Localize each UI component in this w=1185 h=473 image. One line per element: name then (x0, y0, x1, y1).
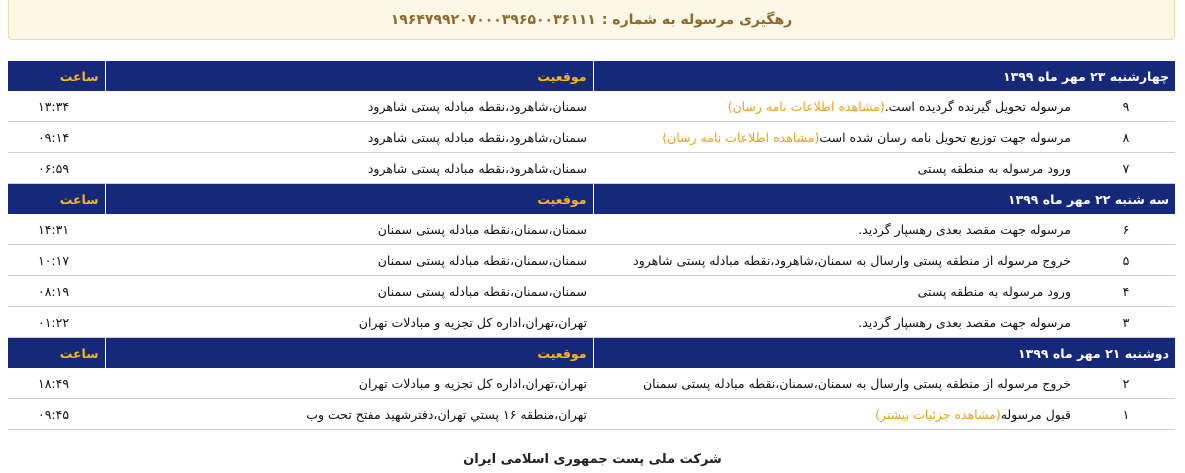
day-header-row (8, 338, 1175, 369)
day-date: چهارشنبه ۲۳ مهر ماه ۱۳۹۹ (593, 61, 1175, 91)
table-row (8, 214, 1175, 245)
event-sequence: ۷ (1077, 153, 1175, 184)
day-header-row (8, 184, 1175, 215)
tracking-number: ۱۹۶۴۷۹۹۲۰۷۰۰۰۳۹۶۵۰۰۳۶۱۱۱ (390, 11, 596, 28)
footer-text: شرکت ملی پست جمهوری اسلامی ایران (463, 452, 722, 467)
event-location: تهران،تهران،اداره کل تجزیه و مبادلات تهران (105, 368, 593, 399)
event-description-cell (593, 307, 1077, 338)
event-sequence: ۲ (1077, 368, 1175, 399)
event-description: مرسوله جهت توزیع تحویل نامه رسان شده است (819, 129, 1071, 145)
event-time: ۱۰:۱۷ (8, 245, 105, 276)
event-description-cell (593, 276, 1077, 307)
time-column-header: ساعت (8, 61, 105, 91)
day-date: سه شنبه ۲۲ مهر ماه ۱۳۹۹ (593, 184, 1175, 215)
event-location: سمنان،سمنان،نقطه مبادله پستی سمنان (105, 276, 593, 307)
event-time: ۱۸:۴۹ (8, 368, 105, 399)
event-details-link[interactable]: (مشاهده جزئیات بیشتر) (875, 406, 1001, 422)
event-location: سمنان،شاهرود،نقطه مبادله پستی شاهرود (105, 153, 593, 184)
location-column-header: موقعیت (105, 61, 593, 91)
event-description-cell (593, 153, 1077, 184)
table-row (8, 307, 1175, 338)
event-sequence: ۸ (1077, 122, 1175, 153)
time-column-header: ساعت (8, 184, 105, 215)
event-description: قبول مرسوله (1000, 406, 1071, 422)
event-time: ۱۴:۳۱ (8, 214, 105, 245)
time-column-header: ساعت (8, 338, 105, 369)
event-time: ۱۳:۳۴ (8, 91, 105, 122)
tracking-banner (8, 0, 1175, 40)
event-description-cell (593, 245, 1077, 276)
event-description-cell (593, 399, 1077, 430)
table-row (8, 122, 1175, 153)
event-description: مرسوله تحویل گیرنده گردیده است. (884, 98, 1071, 114)
table-row (8, 399, 1175, 430)
event-description: ورود مرسوله به منطقه پستی (917, 283, 1071, 299)
event-time: ۰۹:۱۴ (8, 122, 105, 153)
event-details-link[interactable]: (مشاهده اطلاعات نامه رسان) (727, 98, 885, 114)
day-date: دوشنبه ۲۱ مهر ماه ۱۳۹۹ (593, 338, 1175, 369)
table-row (8, 368, 1175, 399)
event-location: سمنان،شاهرود،نقطه مبادله پستی شاهرود (105, 122, 593, 153)
tracking-title: رهگیری مرسوله به شماره : (601, 11, 793, 28)
event-description-cell (593, 91, 1077, 122)
location-column-header: موقعیت (105, 338, 593, 369)
location-column-header: موقعیت (105, 184, 593, 215)
event-sequence: ۶ (1077, 214, 1175, 245)
event-time: ۰۹:۴۵ (8, 399, 105, 430)
event-description: ورود مرسوله به منطقه پستی (917, 160, 1071, 176)
table-row (8, 245, 1175, 276)
tracking-table (8, 61, 1175, 430)
event-location: سمنان،سمنان،نقطه مبادله پستی سمنان (105, 214, 593, 245)
event-description: خروج مرسوله از منطقه پستی وارسال به سمنان،سمنان،نقطه مبادله پستی سمنان (642, 375, 1071, 391)
event-description: مرسوله جهت مقصد بعدی رهسپار گردید. (858, 314, 1071, 330)
table-row (8, 276, 1175, 307)
event-sequence: ۴ (1077, 276, 1175, 307)
event-sequence: ۱ (1077, 399, 1175, 430)
event-sequence: ۹ (1077, 91, 1175, 122)
event-description: خروج مرسوله از منطقه پستی وارسال به سمنان،شاهرود،نقطه مبادله پستی شاهرود (633, 252, 1071, 268)
event-sequence: ۵ (1077, 245, 1175, 276)
event-location: تهران،منطقه ۱۶ پستي تهران،دفترشهید مفتح تحت وب (105, 399, 593, 430)
table-row (8, 91, 1175, 122)
event-description-cell (593, 122, 1077, 153)
event-time: ۰۸:۱۹ (8, 276, 105, 307)
event-time: ۰۶:۵۹ (8, 153, 105, 184)
event-description: مرسوله جهت مقصد بعدی رهسپار گردید. (858, 221, 1071, 237)
tracking-table-body (8, 61, 1175, 430)
event-location: سمنان،شاهرود،نقطه مبادله پستی شاهرود (105, 91, 593, 122)
event-description-cell (593, 214, 1077, 245)
event-location: سمنان،سمنان،نقطه مبادله پستی سمنان (105, 245, 593, 276)
event-details-link[interactable]: (مشاهده اطلاعات نامه رسان) (662, 129, 820, 145)
event-description-cell (593, 368, 1077, 399)
event-location: تهران،تهران،اداره کل تجزیه و مبادلات تهران (105, 307, 593, 338)
day-header-row (8, 61, 1175, 91)
table-row (8, 153, 1175, 184)
event-sequence: ۳ (1077, 307, 1175, 338)
event-time: ۰۱:۲۲ (8, 307, 105, 338)
